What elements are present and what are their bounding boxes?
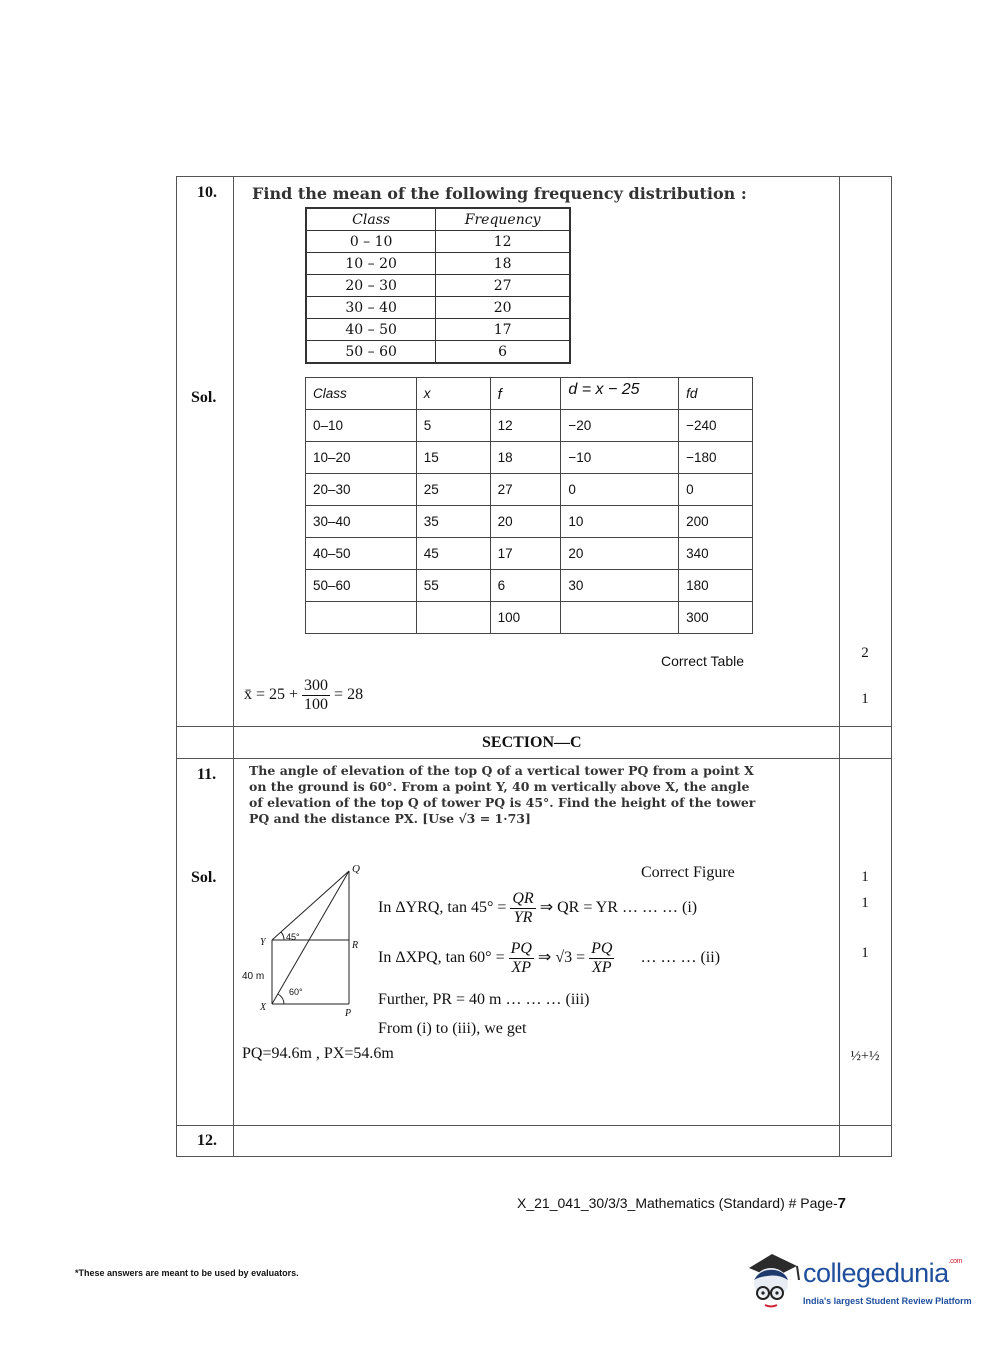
solution-table — [305, 377, 753, 634]
table-row: 50–60 55 6 30 180 — [306, 570, 753, 602]
angle-arc-45 — [281, 932, 284, 940]
table-header: Class — [306, 208, 436, 231]
question-text: The angle of elevation of the top Q of a vertical tower PQ from a point X on the ground is 60°. From a point Y, 40 m vertically above X, the angle of elevation of the top Q of tower PQ is 45°. Find the height of the tower PQ and the distance PX. [Use √3 = 1·73] — [249, 763, 756, 826]
frequency-table — [305, 207, 571, 364]
equation-3: Further, PR = 40 m … … … (iii) — [378, 991, 590, 1008]
angle-arc-60 — [278, 994, 284, 1004]
section-heading: SECTION—C — [482, 734, 582, 751]
equation-1: In ΔYRQ, tan 45° = $\frac{QR}{YR}$ ⇒ QR = YR … … … (i) — [378, 890, 698, 926]
label-40m: 40 m — [242, 971, 265, 982]
label-45: 45° — [286, 932, 300, 942]
row-divider — [176, 726, 891, 727]
solution-label: Sol. — [191, 869, 217, 886]
marks: ½+½ — [850, 1049, 880, 1064]
question-number: 11. — [197, 766, 217, 783]
table-row: 40–50 45 17 20 340 — [306, 538, 753, 570]
tower-figure — [236, 858, 376, 1020]
table-row: 100 300 — [306, 602, 753, 634]
table-row: 40 – 50 17 — [306, 319, 570, 341]
question-number: 12. — [197, 1132, 217, 1149]
marks: 1 — [861, 869, 869, 885]
row-divider — [176, 1125, 891, 1126]
label-y: Y — [260, 937, 266, 948]
table-row: 10 – 20 18 — [306, 253, 570, 275]
table-row: 30–40 35 20 10 200 — [306, 506, 753, 538]
label-p: P — [345, 1008, 352, 1019]
mascot-icon — [741, 1250, 803, 1312]
marks: 1 — [861, 691, 869, 707]
brand-logo — [741, 1250, 971, 1314]
equation-2: In ΔXPQ, tan 60° = $\frac{PQ}{XP}$ ⇒ √3 = $\frac{PQ}{XP}$ … … … (ii) — [378, 940, 721, 976]
table-row: 10–20 15 18 −10 −180 — [306, 442, 753, 474]
table-row: 0 – 10 12 — [306, 231, 570, 253]
question-text: Find the mean of the following frequency distribution : — [252, 184, 747, 203]
table-row: 30 – 40 20 — [306, 297, 570, 319]
label-60: 60° — [289, 987, 303, 997]
marks: 1 — [861, 945, 869, 961]
column-divider-left — [233, 176, 234, 1156]
solution-label: Sol. — [191, 389, 217, 406]
table-header: Frequency — [436, 208, 570, 231]
label-x: X — [260, 1002, 267, 1013]
table-row: 50 – 60 6 — [306, 341, 570, 364]
evaluator-note: *These answers are meant to be used by evaluators. — [75, 1268, 299, 1278]
marks: 1 — [861, 895, 869, 911]
final-answer: PQ=94.6m , PX=54.6m — [242, 1045, 394, 1062]
correct-figure-label: Correct Figure — [641, 864, 735, 881]
table-row: 20 – 30 27 — [306, 275, 570, 297]
table-row: 20–30 25 27 0 0 — [306, 474, 753, 506]
page-footer-label: X_21_041_30/3/3_Mathematics (Standard) # Page-7 — [517, 1195, 846, 1212]
equation-4: From (i) to (iii), we get — [378, 1020, 527, 1037]
label-q: Q — [352, 863, 360, 875]
row-divider — [176, 758, 891, 759]
marks: 2 — [861, 645, 869, 661]
question-number: 10. — [197, 184, 217, 201]
table-row: 0–10 5 12 −20 −240 — [306, 410, 753, 442]
correct-table-label: Correct Table — [661, 653, 745, 669]
brand-name: collegedunia$^{.com}$ — [803, 1258, 962, 1288]
label-r: R — [352, 940, 359, 951]
table-row: Class x f d = x − 25 fd — [306, 378, 753, 410]
mean-formula: x̄ = 25 + $\frac{300}{100}$ = 28 — [244, 677, 364, 713]
brand-tagline: India's largest Student Review Platform — [803, 1296, 972, 1306]
column-divider-right — [839, 176, 840, 1156]
sightline-yq — [272, 871, 349, 940]
